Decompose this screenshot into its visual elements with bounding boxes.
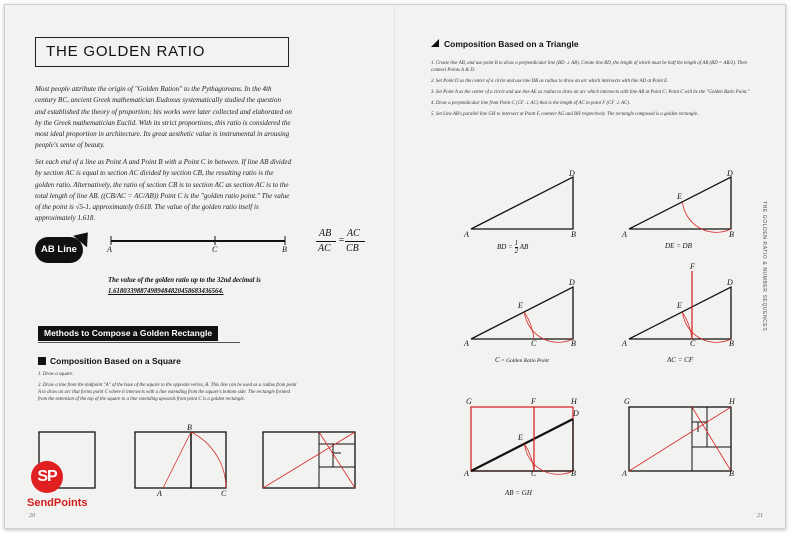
ab-label-c: C [212, 245, 218, 254]
publisher-logo [27, 461, 87, 519]
t5-label-b: B [571, 469, 576, 478]
page-title-box [35, 37, 289, 67]
methods-heading: Methods to Compose a Golden Rectangle [38, 326, 218, 341]
t3-label-a: A [464, 339, 469, 348]
t3-label-c: C [531, 339, 537, 348]
page-title: THE GOLDEN RATIO [46, 43, 206, 60]
triangle-heading-row [431, 39, 579, 49]
t5-label-e: E [518, 433, 523, 442]
golden-ratio-formula [313, 228, 367, 256]
t4-label-d: D [727, 278, 733, 287]
t1-label-d: D [569, 169, 575, 178]
square-heading-row [38, 356, 181, 366]
triangle-diagram-3 [467, 283, 577, 343]
book-spine [394, 5, 396, 528]
t3-label-d: D [569, 278, 575, 287]
triangle-step: 1. Create line AB, and use point B to draw a perpendicular line (BD ⊥ AB). Create line BD, the length of which must be half the length of AB (BD = AB/2). Then connect Points A & D. [431, 61, 747, 73]
t5-label-g: G [466, 397, 472, 406]
t2-label-e: E [677, 192, 682, 201]
square-heading: Composition Based on a Square [50, 356, 181, 366]
book-spread [4, 4, 786, 529]
t5-label-c: C [531, 469, 537, 478]
triangle-step: 5. Set Line AB's parallel line GH to intersect at Point F, connect AG and BH respectively. The rectangle composed is a golden rectangle. [431, 112, 699, 117]
t3-label-e: E [518, 301, 523, 310]
t2-label-b: B [729, 230, 734, 239]
square-label-a: A [157, 489, 162, 498]
ab-label-a: A [107, 245, 112, 254]
decimal-intro: The value of the golden ratio up to the 32nd decimal is [108, 277, 261, 284]
ab-label-b: B [282, 245, 287, 254]
caption-3-c: C [495, 356, 500, 364]
caption-1-num: 1 [514, 239, 519, 247]
ratio-num-right: AC [347, 228, 360, 239]
logo-mark: SP [31, 461, 63, 493]
t5-label-f: F [531, 397, 536, 406]
t2-label-d: D [727, 169, 733, 178]
square-steps [38, 371, 298, 407]
caption-1-suffix: AB [519, 243, 529, 252]
square-3-spiral [263, 432, 355, 488]
ratio-equals: = [338, 235, 345, 246]
definition-paragraph: Set each end of a line as Point A and Point B with a Point C in between. If line AB divided by section AC is equal to section AC divided by section CB, the resulting ratio is the golden ratio. Alternatively, the ratio of section CB is to section AC as section AC is to the total length of line AB. ((CB/AC = AC/AB)) Point C is the "golden ratio point." The value of the point is √5-1, approximately 0.618. The value of the golden ratio itself is approximately 1.618. [35, 158, 292, 223]
t4-label-f: F [690, 262, 695, 271]
t3-label-b: B [571, 339, 576, 348]
caption-bd-half-ab [497, 240, 528, 255]
t4-label-b: B [729, 339, 734, 348]
triangle-heading: Composition Based on a Triangle [444, 39, 579, 49]
square-step: 2. Draw a line from the midpoint "A" of the base of the square to the opposite vertex, B. This line can be used as a radius from point A to draw an arc that forms point C where it intersects with a line extending from the square's bottom side. The rectangle formed from the extension of the top of the square to a line extending upwards from point C is a golden rectangle. [38, 383, 297, 402]
ratio-den-right: CB [346, 243, 359, 254]
caption-3-rest: = Golden Ratio Point [499, 358, 549, 364]
square-label-c: C [221, 489, 227, 498]
triangle-marker-icon [431, 39, 439, 47]
t4-label-a: A [622, 339, 627, 348]
t4-label-c: C [690, 339, 696, 348]
ratio-num-left: AB [319, 228, 332, 239]
caption-ac-cf: AC = CF [667, 356, 694, 364]
logo-wordmark: SendPoints [27, 497, 88, 509]
caption-ab-gh: AB = GH [505, 489, 532, 497]
ab-line-diagram [105, 231, 295, 251]
triangle-diagram-2 [625, 173, 735, 233]
ab-line-badge: AB Line [35, 237, 83, 263]
ratio-den-left: AC [318, 243, 331, 254]
golden-rectangle-diagram [467, 403, 583, 475]
square-marker-icon [38, 357, 46, 365]
golden-spiral-rectangle [625, 403, 741, 475]
triangle-step: 4. Draw a perpendicular line from Point C (CF ⊥ AC) that is the length of AC to point F (CF ⊥ AC). [431, 101, 631, 106]
t5-label-d: D [573, 409, 579, 418]
t1-label-b: B [571, 230, 576, 239]
caption-golden-point [495, 356, 549, 364]
triangle-steps [431, 60, 761, 122]
t1-label-a: A [464, 230, 469, 239]
triangle-step: 2. Set Point D as the center of a circle and use line DB as radius to draw an arc which intersects with line AD at Point E. [431, 79, 669, 84]
intro-paragraph: Most people attribute the origin of "Golden Ration" to the Pythagoreans. In the 4th century BC, ancient Greek mathematician Eudoxus systematically studied the question and established the theory of proportion; his works were later collected and elaborated on by the Greek mathematician Euclid. With its strict proportions, this ratio is considered the most ideal proportion in architecture. Its great aesthetic value is instrumental in arousing people's sense of beauty. [35, 85, 292, 150]
t6-label-a: A [622, 469, 627, 478]
t6-label-g: G [624, 397, 630, 406]
t6-label-b: B [729, 469, 734, 478]
triangle-step: 3. Set Point A as the center of a circle and use line AE as radius to draw an arc which intersects with line AB at Point C; Point C will be the "Golden Ratio Point." [431, 90, 750, 95]
square-step: 1. Draw a square. [38, 372, 74, 377]
t6-label-h: H [729, 397, 735, 406]
caption-1-prefix: BD = [497, 243, 515, 252]
methods-underline [38, 342, 240, 343]
square-label-b: B [187, 423, 192, 432]
caption-de-db: DE = DB [665, 242, 692, 250]
triangle-diagram-1 [467, 173, 577, 233]
left-page-number: 20 [29, 513, 35, 519]
decimal-value: 1.61803398874989484820458683436564. [108, 288, 224, 295]
t2-label-a: A [622, 230, 627, 239]
caption-1-den: 2 [514, 247, 519, 255]
t5-label-a: A [464, 469, 469, 478]
running-header-side: THE GOLDEN RATIO & NUMBER SEQUENCES [761, 201, 767, 332]
square-2 [135, 432, 226, 488]
decimal-statement [108, 275, 261, 297]
t4-label-e: E [677, 301, 682, 310]
t5-label-h: H [571, 397, 577, 406]
right-page-number: 21 [757, 513, 763, 519]
